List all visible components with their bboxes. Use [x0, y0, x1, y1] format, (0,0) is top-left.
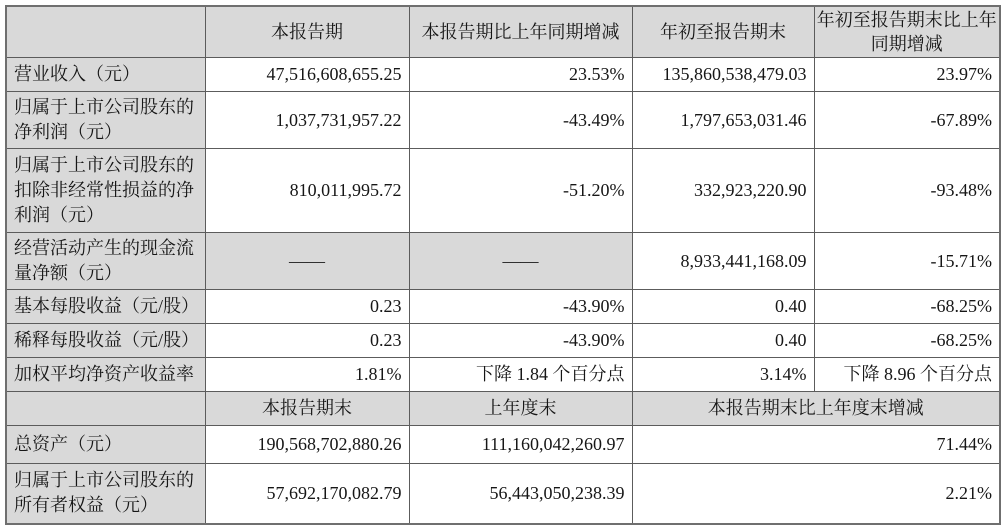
- value-cell: 3.14%: [632, 358, 814, 392]
- value-cell: 810,011,995.72: [205, 149, 409, 233]
- value-cell: 56,443,050,238.39: [409, 464, 632, 524]
- value-cell: 332,923,220.90: [632, 149, 814, 233]
- row-diluted-eps: [6, 324, 1000, 358]
- header-row-period-end: [6, 392, 1000, 426]
- value-cell: -67.89%: [814, 92, 1000, 149]
- value-cell: -43.90%: [409, 290, 632, 324]
- header-year-to-date: 年初至报告期末: [632, 6, 814, 58]
- value-cell: 57,692,170,082.79: [205, 464, 409, 524]
- value-cell: 0.40: [632, 324, 814, 358]
- dash-cell: ——: [409, 233, 632, 290]
- row-operating-revenue: [6, 58, 1000, 92]
- row-label: 营业收入（元）: [6, 58, 205, 92]
- quarterly-financials-table: [5, 5, 1001, 525]
- value-cell: 23.97%: [814, 58, 1000, 92]
- value-cell: 1,797,653,031.46: [632, 92, 814, 149]
- header-current-period: 本报告期: [205, 6, 409, 58]
- value-cell: -43.49%: [409, 92, 632, 149]
- row-label: 总资产（元）: [6, 426, 205, 464]
- header-current-period-yoy-change: 本报告期比上年同期增减: [409, 6, 632, 58]
- header-corner: [6, 392, 205, 426]
- value-cell: -43.90%: [409, 324, 632, 358]
- header-row-period: [6, 6, 1000, 58]
- row-basic-eps: [6, 290, 1000, 324]
- row-label: 经营活动产生的现金流量净额（元）: [6, 233, 205, 290]
- value-cell: -68.25%: [814, 290, 1000, 324]
- value-cell: 0.23: [205, 290, 409, 324]
- row-label: 归属于上市公司股东的净利润（元）: [6, 92, 205, 149]
- value-cell: 71.44%: [632, 426, 1000, 464]
- value-cell: 0.23: [205, 324, 409, 358]
- value-cell: 111,160,042,260.97: [409, 426, 632, 464]
- header-end-of-period: 本报告期末: [205, 392, 409, 426]
- value-cell: 下降 8.96 个百分点: [814, 358, 1000, 392]
- value-cell: 135,860,538,479.03: [632, 58, 814, 92]
- dash-cell: ——: [205, 233, 409, 290]
- row-net-profit-excl-nonrecurring: [6, 149, 1000, 233]
- row-net-profit-attributable: [6, 92, 1000, 149]
- row-equity-attributable: [6, 464, 1000, 524]
- value-cell: 47,516,608,655.25: [205, 58, 409, 92]
- header-corner: [6, 6, 205, 58]
- row-label: 稀释每股收益（元/股）: [6, 324, 205, 358]
- value-cell: 2.21%: [632, 464, 1000, 524]
- header-end-of-last-year: 上年度末: [409, 392, 632, 426]
- row-label: 加权平均净资产收益率: [6, 358, 205, 392]
- value-cell: -15.71%: [814, 233, 1000, 290]
- value-cell: 1,037,731,957.22: [205, 92, 409, 149]
- header-change-vs-last-year-end: 本报告期末比上年度末增减: [632, 392, 1000, 426]
- row-weighted-avg-roe: [6, 358, 1000, 392]
- value-cell: -51.20%: [409, 149, 632, 233]
- row-label: 归属于上市公司股东的所有者权益（元）: [6, 464, 205, 524]
- value-cell: -93.48%: [814, 149, 1000, 233]
- row-operating-cash-flow: [6, 233, 1000, 290]
- value-cell: 8,933,441,168.09: [632, 233, 814, 290]
- value-cell: 0.40: [632, 290, 814, 324]
- value-cell: 下降 1.84 个百分点: [409, 358, 632, 392]
- value-cell: 1.81%: [205, 358, 409, 392]
- value-cell: 23.53%: [409, 58, 632, 92]
- row-label: 基本每股收益（元/股）: [6, 290, 205, 324]
- header-ytd-yoy-change: 年初至报告期末比上年同期增减: [814, 6, 1000, 58]
- value-cell: -68.25%: [814, 324, 1000, 358]
- row-label: 归属于上市公司股东的扣除非经常性损益的净利润（元）: [6, 149, 205, 233]
- row-total-assets: [6, 426, 1000, 464]
- value-cell: 190,568,702,880.26: [205, 426, 409, 464]
